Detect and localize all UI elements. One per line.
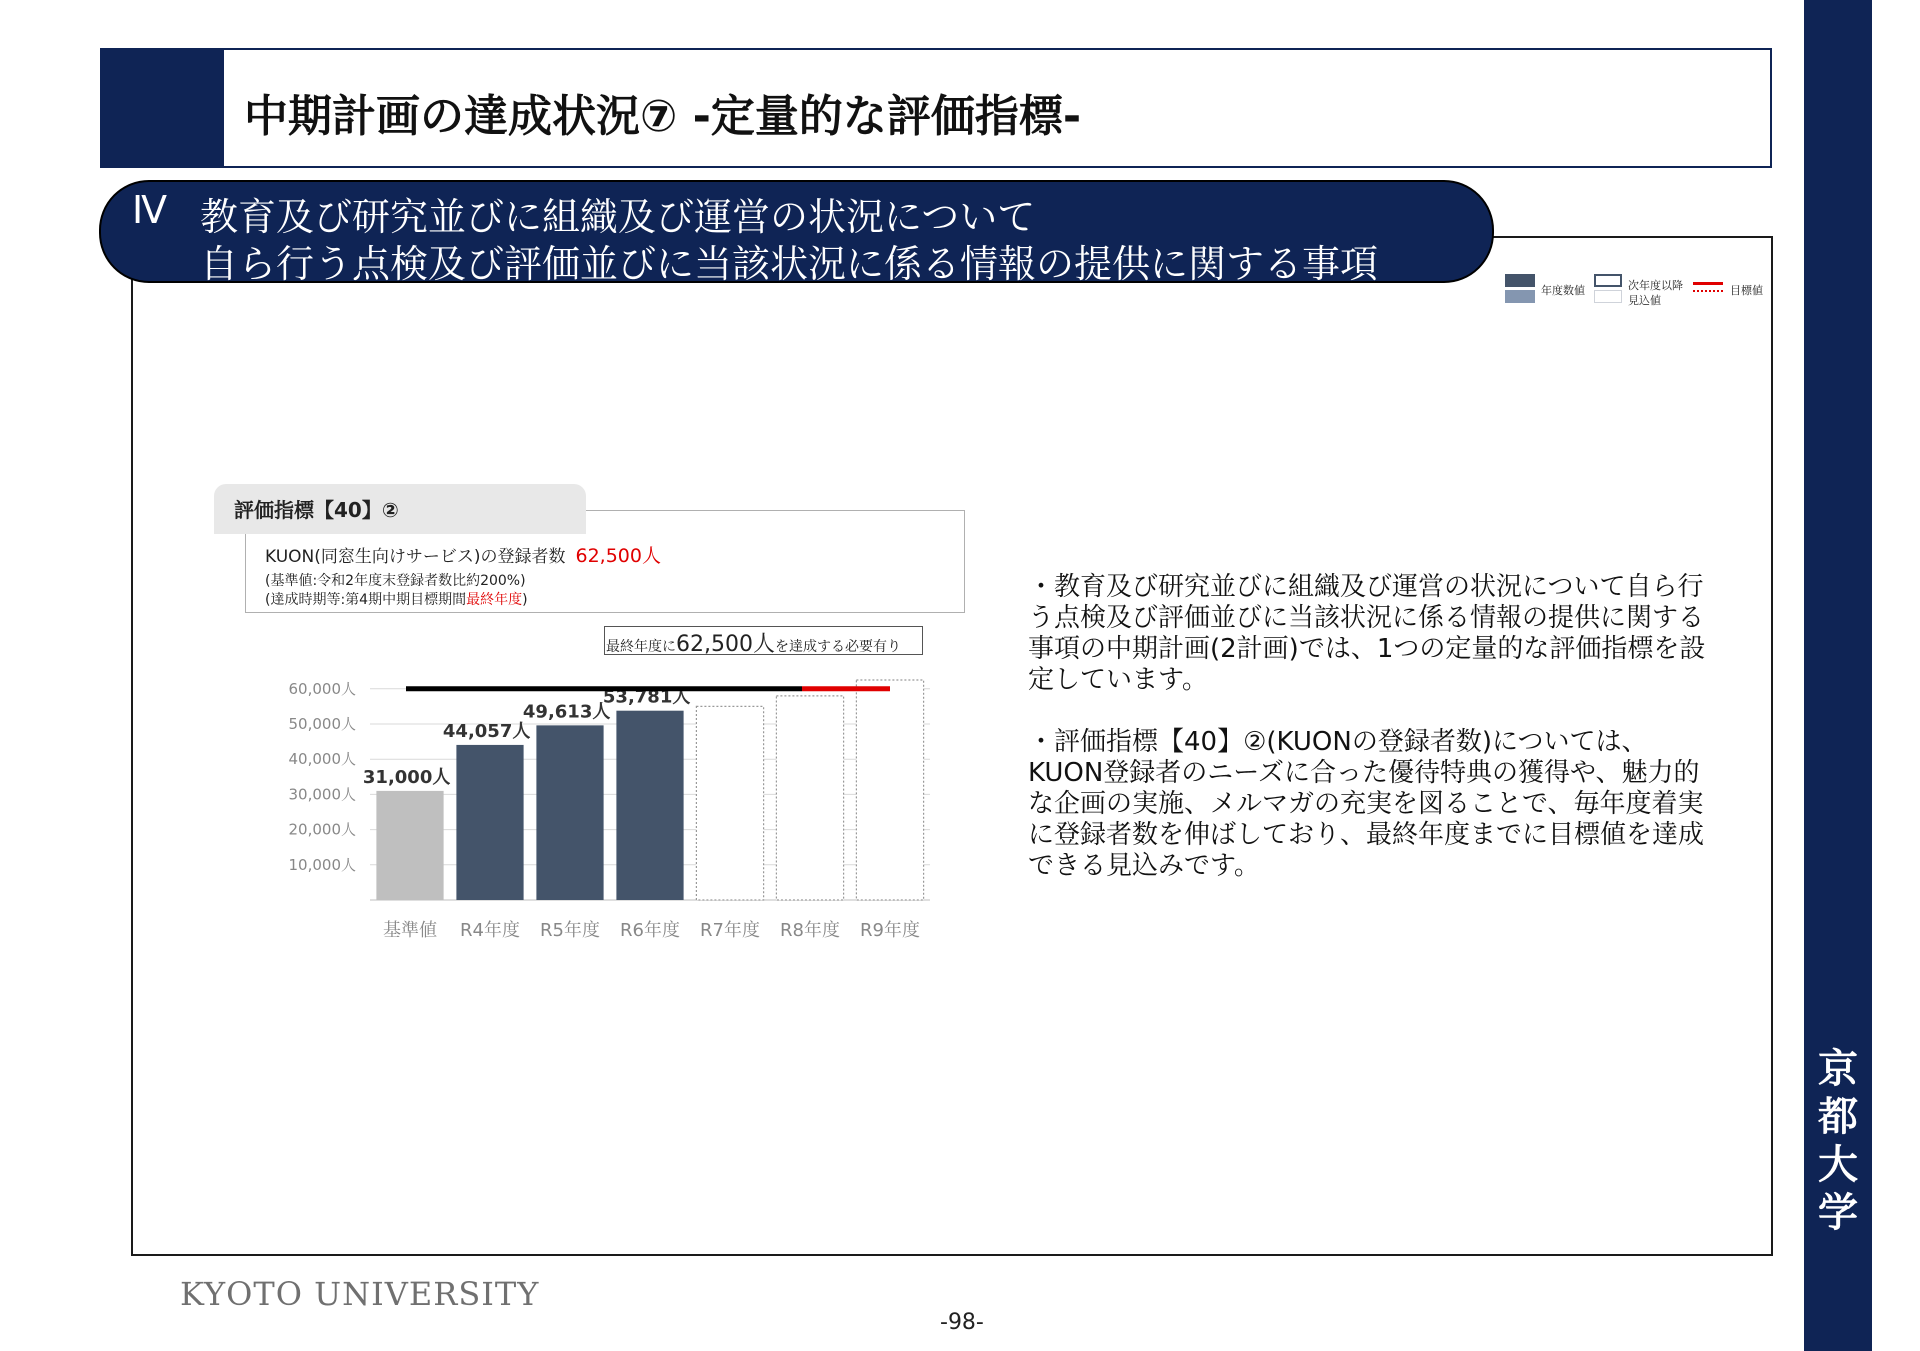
footer-logo: KYOTO UNIVERSITY xyxy=(180,1275,540,1313)
callout-suffix: を達成する必要有り xyxy=(774,639,901,655)
y-tick-label: 50,000人 xyxy=(288,715,356,733)
legend-forecast-label-2: 見込値 xyxy=(1628,294,1661,307)
data-label: 31,000人 xyxy=(362,766,451,788)
legend-swatch-target-solid xyxy=(1693,282,1723,285)
actual-bar xyxy=(616,711,683,900)
indicator-baseline-note: (基準値:令和2年度末登録者数比約200%) xyxy=(265,573,526,589)
legend-swatch-annual-dark xyxy=(1505,274,1535,287)
body-text xyxy=(1028,572,1708,913)
callout-prefix: 最終年度に xyxy=(606,639,676,655)
legend-forecast-label-1: 次年度以降 xyxy=(1628,279,1683,292)
x-tick-label: 基準値 xyxy=(383,920,437,941)
section-title-line2: 自ら行う点検及び評価並びに当該状況に係る情報の提供に関する事項 xyxy=(200,242,1379,286)
legend-swatch-target-dotted xyxy=(1693,290,1723,292)
baseline-bar xyxy=(376,791,443,900)
univ-char: 京 xyxy=(1818,1045,1858,1092)
actual-bar xyxy=(536,725,603,900)
callout-value: 62,500人 xyxy=(676,632,775,657)
body-paragraph-2: ・評価指標【40】②(KUONの登録者数)については、KUON登録者のニーズに合った優待特典の獲得や、魅力的な企画の実施、メルマガの充実を図ることで、毎年度着実に登録者数を伸ばしており、最終年度までに目標値を達成できる見込みです。 xyxy=(1028,727,1705,881)
indicator-main-text xyxy=(265,541,661,568)
y-tick-label: 30,000人 xyxy=(288,785,356,804)
x-tick-label: R7年度 xyxy=(700,920,760,941)
x-tick-label: R5年度 xyxy=(540,920,600,941)
data-label: 49,613人 xyxy=(522,701,611,723)
legend-swatch-forecast-dark xyxy=(1594,274,1622,287)
page-number: -98- xyxy=(940,1310,984,1335)
x-tick-label: R4年度 xyxy=(460,920,520,941)
y-tick-label: 10,000人 xyxy=(288,855,356,874)
indicator-target-value: 62,500人 xyxy=(575,545,661,567)
section-number: Ⅳ xyxy=(132,188,168,232)
university-vertical-name xyxy=(1804,1045,1872,1237)
page-title: 中期計画の達成状況⑦ -定量的な評価指標- xyxy=(244,91,1082,142)
body-paragraph-1: ・教育及び研究並びに組織及び運営の状況について自ら行う点検及び評価並びに当該状況に係る情報の提供に関する事項の中期計画(2計画)では、1つの定量的な評価指標を設定しています。 xyxy=(1028,572,1706,695)
forecast-bar xyxy=(856,680,923,900)
x-tick-label: R9年度 xyxy=(860,920,920,941)
univ-char: 都 xyxy=(1818,1093,1858,1140)
indicator-tab-label: 評価指標【40】② xyxy=(234,498,399,522)
indicator-deadline-note xyxy=(265,589,528,609)
legend-swatch-annual-light xyxy=(1505,290,1535,303)
registrants-bar-chart xyxy=(270,650,950,950)
legend-annual-label: 年度数値 xyxy=(1541,284,1585,297)
deadline-prefix: (達成時期等:第4期中期目標期間 xyxy=(265,592,467,608)
data-label: 44,057人 xyxy=(442,720,531,742)
x-tick-label: R6年度 xyxy=(620,920,680,941)
callout-text xyxy=(606,627,901,658)
x-tick-label: R8年度 xyxy=(780,920,840,941)
legend-target-label: 目標値 xyxy=(1730,284,1763,297)
title-accent-block xyxy=(100,48,224,168)
y-tick-label: 40,000人 xyxy=(288,750,356,769)
y-tick-label: 20,000人 xyxy=(288,820,356,839)
y-tick-label: 60,000人 xyxy=(288,679,356,698)
deadline-suffix: ) xyxy=(522,592,528,608)
univ-char: 学 xyxy=(1818,1189,1858,1236)
legend-swatch-forecast-light xyxy=(1594,290,1622,303)
indicator-description: KUON(同窓生向けサービス)の登録者数 xyxy=(265,547,566,567)
data-label: 53,781人 xyxy=(602,686,691,708)
actual-bar xyxy=(456,745,523,900)
forecast-bar xyxy=(696,706,763,900)
forecast-bar xyxy=(776,696,843,900)
section-title-line1: 教育及び研究並びに組織及び運営の状況について xyxy=(200,195,1036,239)
univ-char: 大 xyxy=(1818,1141,1858,1188)
deadline-highlight: 最終年度 xyxy=(466,592,523,608)
